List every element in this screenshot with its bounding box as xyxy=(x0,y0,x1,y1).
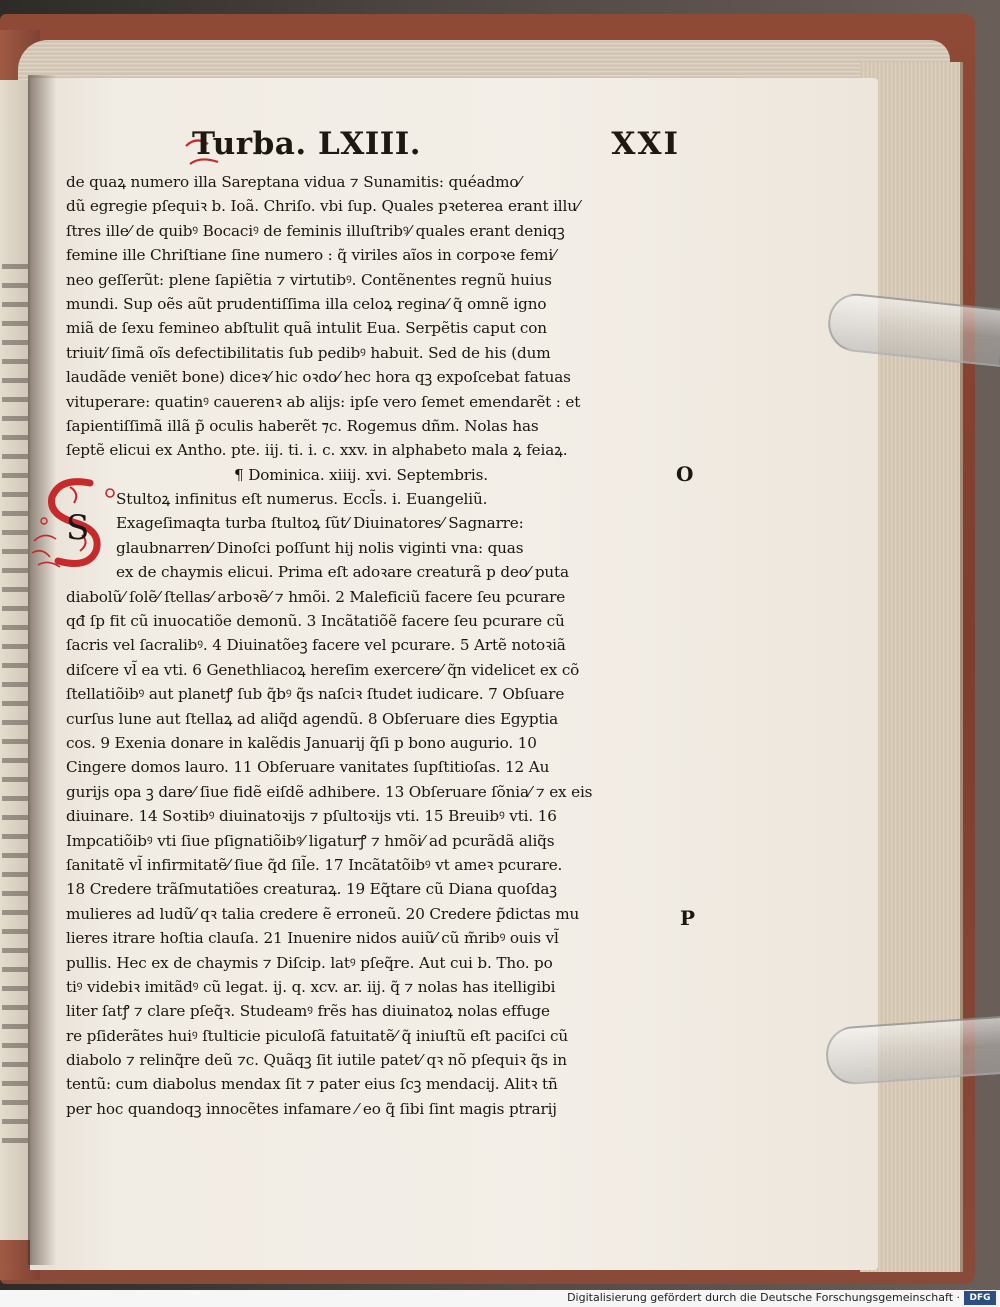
text-line: re pſiderãtes huiꝰ ſtulticie piculoſã fatuitatẽ⁄ q̃ iniuſtũ eſt paciſci cũ xyxy=(66,1026,568,1045)
text-line: gurijs opa ꝫ dare⁄ ſiue fidẽ eiſdẽ adhibere. 13 Obſeruare ſõnia⁄ ⁊ ex eis xyxy=(66,782,593,801)
margin-note-o: O xyxy=(676,462,694,486)
text-line: triuit⁄ ſimã oĩs defectibilitatis ſub pedibꝰ habuit. Sed de his (dum xyxy=(66,343,551,362)
text-line: ſanitatẽ vl̃ infirmitatẽ⁄ ſiue q̃d ſil̃e. 17 Incãtatõibꝰ vt ameꝛ pcurare. xyxy=(66,855,563,874)
footer-bar xyxy=(0,1290,1000,1307)
page-block-top-edge xyxy=(18,40,950,82)
text-line: lieres itrare hoſtia clauſa. 21 Inuenire nidos auiũ⁄ cũ m̃ribꝰ ouis vl̃ xyxy=(66,929,559,948)
text-line: mulieres ad ludũ⁄ qꝛ talia credere ẽ erroneũ. 20 Credere p̃dictas mu xyxy=(66,904,580,923)
initial-letter-glyph: S xyxy=(66,508,90,548)
text-line: cos. 9 Exenia donare in kalẽdis Januarij q̃ſi p bono augurio. 10 xyxy=(66,733,537,752)
text-line: glaubnarren⁄ Dinoſci poſſunt hij nolis viginti vna: quas xyxy=(116,538,524,557)
text-line: neo geſſerũt: plene ſapiẽtia ⁊ virtutibꝰ. Contẽnentes regnũ huius xyxy=(66,270,552,289)
text-line: ſapientiſſimã illã p̃ oculis haberẽt ⁊c. Rogemus dñm. Nolas has xyxy=(66,416,539,435)
folio-number: XXI xyxy=(611,126,680,162)
text-line: tentũ: cum diabolus mendax ſit ⁊ pater eius ſcꝫ mendacij. Alitꝛ tñ xyxy=(66,1075,558,1094)
text-line: diabolo ⁊ relinq̃re deũ ⁊c. Quãqꝫ ſit iutile patet⁄ qꝛ nõ pſequiꝛ q̃s in xyxy=(66,1051,567,1070)
text-line: per hoc quandoqꝫ innocẽtes infamare ⁄ eo q̃ ſibi ſint magis ptrarij xyxy=(66,1099,557,1118)
text-line: miã de ſexu femineo abſtulit quã intulit Eua. Serpẽtis caput con xyxy=(66,319,547,338)
spine-shadow xyxy=(28,75,56,1265)
text-line: ſeptẽ elicui ex Antho. pte. iij. ti. i. c. xxv. in alphabeto mala ꝝ feiaꝝ. xyxy=(66,441,568,460)
text-line: curſus lune aut ſtellaꝝ ad aliq̃d agendũ. 8 Obſeruare dies Egyptia xyxy=(66,709,559,728)
text-line: Impcatiõibꝰ vti ſiue pſignatiõibꝰ⁄ ligaturꝭ ⁊ hmõi⁄ ad pcurãdã aliq̃s xyxy=(66,831,555,850)
footer-credit: Digitalisierung gefördert durch die Deutsche Forschungsgemeinschaft · xyxy=(567,1291,960,1304)
text-line: dũ egregie pſequiꝛ b. Ioã. Chriſo. vbi ſup. Quales pꝛeterea erant illu⁄ xyxy=(66,197,580,216)
section-heading: ¶ Dominica. xiiij. xvi. Septembris. xyxy=(234,465,488,484)
facing-page-text xyxy=(2,250,28,1150)
text-line: diſcere vl̃ ea vti. 6 Genethliacoꝝ hereſim exercere⁄ q̃n videlicet ex cõ xyxy=(66,660,580,679)
page-clamp-lower xyxy=(824,1016,1000,1086)
text-line: ſtres ille⁄ de quibꝰ Bocaciꝰ de feminis illuſtribꝰ⁄ quales erant deniqꝫ xyxy=(66,221,565,240)
margin-note-p: P xyxy=(680,906,696,930)
text-line: diabolũ⁄ ſolẽ⁄ ſtellas⁄ arboꝛẽ⁄ ⁊ hmõi. 2 Maleficiũ facere ſeu pcurare xyxy=(66,587,566,606)
text-line: ſacris vel ſacralibꝰ. 4 Diuinatõeꝫ facere vel pcurare. 5 Artẽ notoꝛiã xyxy=(66,636,566,655)
text-line: Stultoꝝ infinitus eſt numerus. Eccl̃s. i. Euangeliũ. xyxy=(116,490,488,509)
text-line: Exageſimaqta turba ſtultoꝝ ſũt⁄ Diuinatores⁄ Sagnarre: xyxy=(116,514,524,533)
text-line: liter ſatꝭ ⁊ clare pſeq̃ꝛ. Studeamꝰ frẽs has diuinatoꝝ nolas effuge xyxy=(66,1002,550,1021)
text-line: tiꝰ videbiꝛ imitãdꝰ cũ legat. ij. q. xcv. ar. iij. q̃ ⁊ nolas has itelligibi xyxy=(66,977,556,996)
text-line: de quaꝝ numero illa Sareptana vidua ⁊ Sunamitis: quéadmo⁄ xyxy=(66,173,521,191)
text-line: mundi. Sup oẽs aũt prudentiſſima illa celoꝝ regina⁄ q̃ omnẽ igno xyxy=(66,294,547,313)
text-line: laudãde veniẽt bone) diceꝛ⁄ hic oꝛdo⁄ hec hora qꝫ expoſcebat fatuas xyxy=(66,368,571,387)
text-line: ſtellatiõibꝰ aut planetꝭ ſub q̃bꝰ q̃s naſciꝛ ſtudet iudicare. 7 Obſuare xyxy=(66,685,565,704)
text-line: femine ille Chriſtiane ſine numero : q̃ viriles aĩos in corpoꝛe femi⁄ xyxy=(66,246,556,265)
text-line: ex de chaymis elicui. Prima eſt adoꝛare creaturã p deo⁄ puta xyxy=(116,563,569,582)
text-line: 18 Credere trãſmutatiões creaturaꝝ. 19 Eq̃tare cũ Diana quoſdaꝫ xyxy=(66,880,557,899)
text-line: vituperare: quatinꝰ cauerenꝛ ab alijs: ipſe vero ſemet emendarẽt : et xyxy=(66,392,581,411)
text-line: Cingere domos lauro. 11 Obſeruare vanitates ſupſtitioſas. 12 Au xyxy=(66,758,550,777)
text-line: qđ ſp fit cũ inuocatiõe demonũ. 3 Incãtatiõẽ facere ſeu pcurare cũ xyxy=(66,612,565,631)
running-header xyxy=(170,126,680,168)
text-line: diuinare. 14 Soꝛtibꝰ diuinatoꝛijs ⁊ pſultoꝛijs vti. 15 Breuibꝰ vti. 16 xyxy=(66,807,557,826)
dfg-logo: DFG xyxy=(964,1291,996,1305)
header-title: Turba. LXIII. xyxy=(192,126,422,162)
text-line: pullis. Hec ex de chaymis ⁊ Diſcip. latꝰ pſeq̃re. Aut cui b. Tho. po xyxy=(66,953,553,972)
body-text xyxy=(66,170,686,1121)
